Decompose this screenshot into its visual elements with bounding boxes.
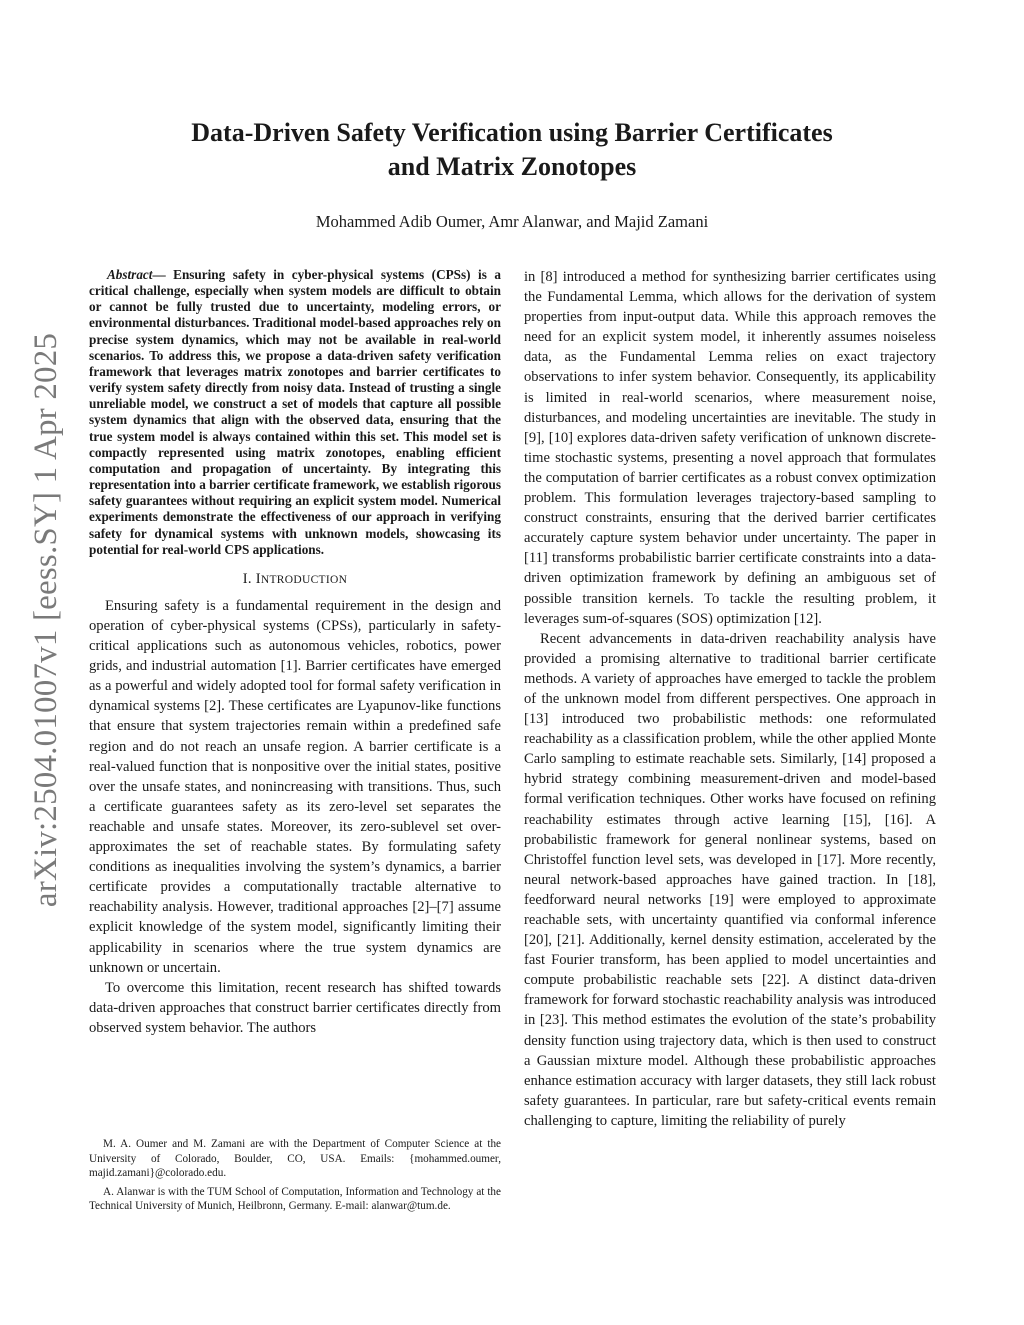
section-number: I. I	[242, 570, 261, 587]
intro-paragraph-4: Recent advancements in data-driven reachability analysis have provided a promising alternative to traditional barrier certificate methods. A variety of approaches have emerged to tackle the problem of the unknown model from different perspectives. One approach in [13] introduced two probabilistic methods: one reformulated reachability as a classification problem, while the other applied Monte Carlo sampling to estimate reachable sets. Similarly, [14] proposed a hybrid strategy combining measurement-driven and model-based formal verification techniques. Other works have focused on refining reachability estimates through active learning [15], [16]. A probabilistic framework for general nonlinear systems, based on Christoffel function level sets, was developed in [17]. More recently, neural network-based approaches have gained traction. In [18], feedforward neural networks [19] were employed to approximate reachable sets, with uncertainty quantified via conformal inference [20], [21]. Additionally, kernel density estimation, accelerated by the fast Fourier transform, has been applied to model uncertainties and compute probabilistic reachable sets [22]. A distinct data-driven framework for forward stochastic reachability analysis was introduced in [23]. This method estimates the evolution of the state’s probability density function using trajectory data, which is then used to construct a Gaussian mixture model. Although these probabilistic approaches enhance estimation accuracy with larger datasets, they still lack robust safety guarantees. In particular, rare but safety-critical events remain challenging to capture, limiting the reliability of purely	[524, 630, 936, 1129]
left-column	[89, 267, 501, 1038]
intro-paragraph-3: in [8] introduced a method for synthesizing barrier certificates using the Fundamental Lemma, which allows for the derivation of system properties from input-output data. While this approach removes the need for an explicit system model, it inherently assumes noiseless data, as the Fundamental Lemma relies on exact trajectory observations to infer system behavior. Consequently, its applicability is limited in real-world scenarios, where measurement noise, disturbances, and modeling uncertainties are inevitable. The study in [9], [10] explores data-driven safety verification of unknown discrete-time stochastic systems, presenting a novel approach that formulates the computation of barrier certificates as a robust convex optimization problem. This formulation leverages trajectory-based sampling to construct constraints, ensuring that the derived barrier certificates accurately capture system behavior under uncertainty. The paper in [11] transforms probabilistic barrier certificate constraints into a data-driven optimization framework by defining an ambiguous set of possible transition kernels. To tackle the resulting problem, it leverages sum-of-squares (SOS) optimization [12].	[524, 269, 936, 627]
abstract-label: Abstract	[107, 267, 153, 282]
abstract-text: — Ensuring safety in cyber-physical systems (CPSs) is a critical challenge, especially when system models are difficult to obtain or cannot be fully trusted due to uncertainty, modeling errors, or environmental disturbances. Traditional model-based approaches rely on precise system dynamics, which may not be available in real-world scenarios. To address this, we propose a data-driven safety verification framework that leverages matrix zonotopes and barrier certificates to verify system safety directly from noisy data. Instead of trusting a single unreliable model, we construct a set of models that capture all possible system dynamics that align with the observed data, ensuring that the true system model is always contained within this set. This model set is compactly represented using matrix zonotopes, enabling efficient computation and propagation of uncertainty. By integrating this representation into a barrier certificate framework, we establish rigorous safety guarantees without requiring an explicit system model. Numerical experiments demonstrate the effectiveness of our approach in verifying safety for dynamical systems with unknown models, showcasing its potential for real-world CPS applications.	[89, 267, 501, 557]
footnotes	[89, 1137, 501, 1218]
footnote-affiliation-2: A. Alanwar is with the TUM School of Computation, Information and Technology at the Technical University of Munich, Heilbronn, Germany. E-mail: alanwar@tum.de.	[89, 1185, 501, 1212]
intro-paragraph-2: To overcome this limitation, recent research has shifted towards data-driven approaches that construct barrier certificates directly from observed system behavior. The authors	[89, 979, 501, 1036]
paper-title	[120, 116, 904, 184]
section-title: NTRODUCTION	[260, 573, 348, 586]
paper-title-line1: Data-Driven Safety Verification using Barrier Certificates	[191, 118, 833, 147]
intro-paragraph-1: Ensuring safety is a fundamental requirement in the design and operation of cyber-physical systems (CPSs), particularly in safety-critical applications such as autonomous vehicles, robotics, power grids, and industrial automation [1]. Barrier certificates have emerged as a powerful and widely adopted tool for formal safety verification in dynamical systems [2]. These certificates are Lyapunov-like functions that ensure that system trajectories remain within a predefined safe region and do not reach an unsafe region. A barrier certificate is a real-valued function that is nonpositive over the initial states, positive over the unsafe states, and nonincreasing with transitions. Thus, such a certificate guarantees safety as its zero-level set separates the reachable and unsafe states. Moreover, its zero-sublevel set over-approximates the set of reachable states. By formulating safety conditions as inequalities involving the system’s dynamics, a barrier certificate provides a computationally tractable alternative to reachability analysis. However, traditional approaches [2]–[7] assume explicit knowledge of the system model, significantly limiting their applicability in scenarios where the true system dynamics are unknown or uncertain.	[89, 597, 501, 976]
paper-authors: Mohammed Adib Oumer, Amr Alanwar, and Majid Zamani	[315, 212, 709, 231]
paper-title-line2: and Matrix Zonotopes	[387, 152, 637, 181]
section-heading-introduction	[89, 569, 501, 590]
right-column	[524, 267, 936, 1131]
footnote-affiliation-1: M. A. Oumer and M. Zamani are with the Department of Computer Science at the University of Colorado, Boulder, CO, USA. Emails: {mohammed.oumer, majid.zamani}@colorado.edu.	[89, 1138, 501, 1179]
arxiv-identifier: arXiv:2504.01007v1 [eess.SY] 1 Apr 2025	[28, 332, 64, 908]
abstract	[89, 267, 501, 558]
